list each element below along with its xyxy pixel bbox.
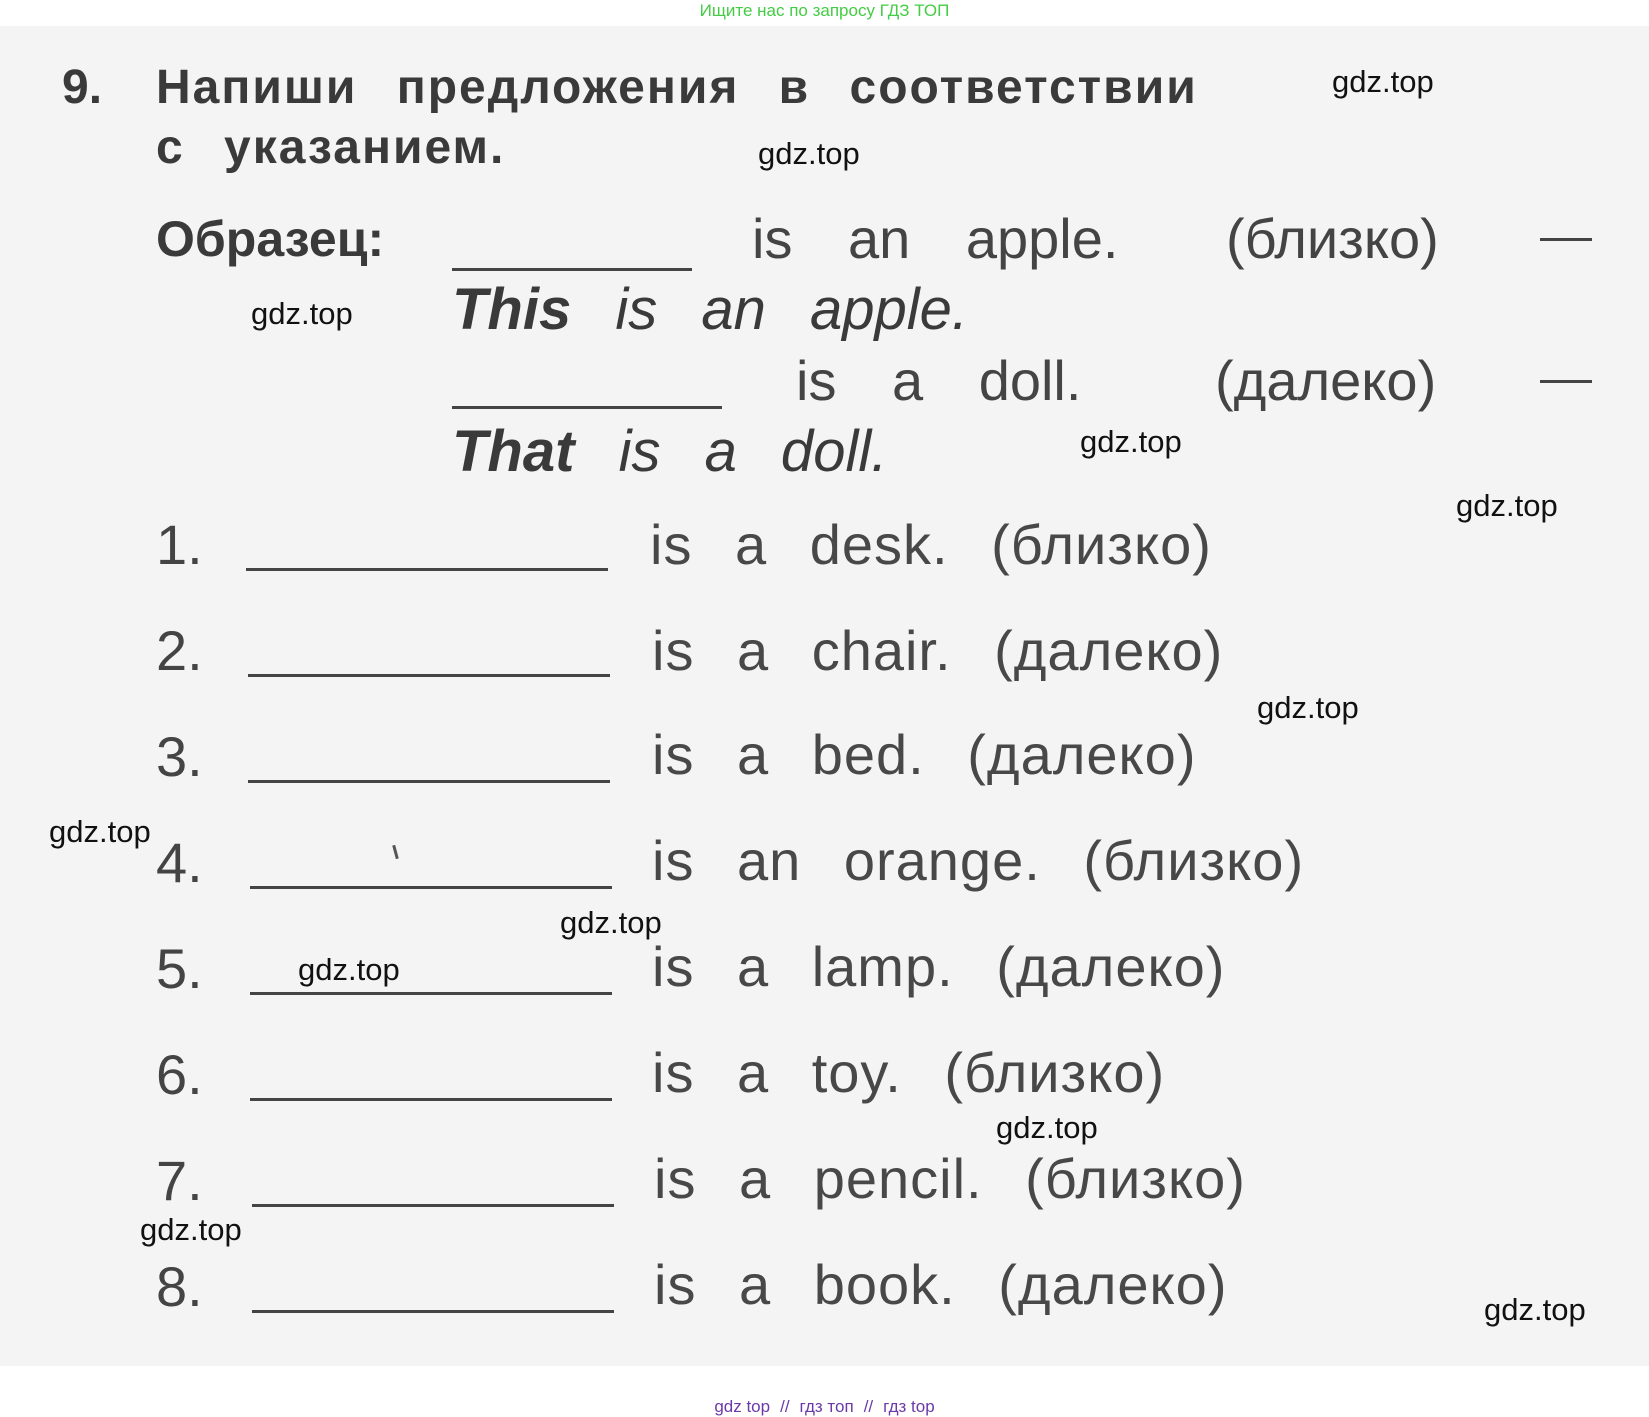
watermark: gdz.top: [758, 136, 860, 171]
watermark: gdz.top: [49, 814, 151, 849]
item-number-6: 6.: [156, 1043, 203, 1106]
item-number-2: 2.: [156, 619, 203, 682]
item-text-6: is a toy. (близко): [652, 1041, 1166, 1104]
item-text-3: is a bed. (далеко): [652, 723, 1197, 786]
sample-sentence-2: is a doll.: [796, 349, 1082, 412]
item-text-1: is a desk. (близко): [650, 513, 1212, 576]
watermark: gdz.top: [1484, 1292, 1586, 1327]
item-number-8: 8.: [156, 1255, 203, 1318]
item-text-2: is a chair. (далеко): [652, 619, 1224, 682]
item-blank-1[interactable]: [246, 568, 608, 571]
item-text-4: is an orange. (близко): [652, 829, 1305, 892]
item-number-4: 4.: [156, 831, 203, 894]
task-number: 9.: [62, 61, 103, 114]
item-blank-4[interactable]: [250, 886, 612, 889]
item-text-5: is a lamp. (далеко): [652, 935, 1226, 998]
item-blank-3[interactable]: [248, 780, 610, 783]
sample-answer-1: [452, 276, 968, 343]
sample-answer-2-bold: That: [452, 419, 575, 484]
sample-answer-1-bold: This: [452, 277, 572, 342]
item-blank-5[interactable]: [250, 992, 612, 995]
item-number-3: 3.: [156, 725, 203, 788]
bottom-banner-separator-2: //: [863, 1397, 874, 1416]
bottom-banner-separator-1: //: [780, 1397, 790, 1416]
bottom-banner-part1[interactable]: gdz top: [714, 1397, 771, 1416]
watermark: gdz.top: [996, 1110, 1098, 1145]
bottom-banner-part3[interactable]: гдз top: [883, 1397, 935, 1416]
item-text-8: is a book. (далеко): [654, 1253, 1228, 1316]
item-blank-7[interactable]: [252, 1204, 614, 1207]
item-blank-2[interactable]: [248, 674, 610, 677]
watermark: gdz.top: [1257, 690, 1359, 725]
bottom-banner[interactable]: [0, 1397, 1649, 1417]
sample-dash-2: [1540, 380, 1592, 383]
sample-answer-1-rest: is an apple.: [615, 277, 969, 342]
sample-answer-2-rest: is a doll.: [618, 419, 888, 484]
watermark: gdz.top: [1332, 64, 1434, 99]
sample-label: Образец:: [156, 211, 385, 267]
sample-sentence-1: is an apple.: [752, 207, 1119, 270]
sample-hint-1: (близко): [1226, 207, 1439, 270]
item-blank-8[interactable]: [252, 1310, 614, 1313]
bottom-banner-part2[interactable]: гдз топ: [799, 1397, 854, 1416]
watermark: gdz.top: [1456, 488, 1558, 523]
task-title-line2: с указанием.: [156, 121, 506, 174]
sample-hint-2: (далеко): [1215, 349, 1437, 412]
watermark: gdz.top: [1080, 424, 1182, 459]
item-text-7: is a pencil. (близко): [654, 1147, 1246, 1210]
sample-dash-1: [1540, 238, 1592, 241]
item-number-1: 1.: [156, 513, 203, 576]
item-number-7: 7.: [156, 1149, 203, 1212]
sample-blank-2: [452, 406, 722, 409]
item-blank-6[interactable]: [250, 1098, 612, 1101]
watermark: gdz.top: [140, 1212, 242, 1247]
watermark: gdz.top: [560, 905, 662, 940]
sample-blank-1: [452, 268, 692, 271]
watermark: gdz.top: [251, 296, 353, 331]
watermark: gdz.top: [298, 952, 400, 987]
top-banner[interactable]: Ищите нас по запросу ГДЗ ТОП: [699, 1, 950, 20]
sample-answer-2: [452, 418, 887, 485]
task-title-line1: Напиши предложения в соответствии: [156, 61, 1198, 114]
item-number-5: 5.: [156, 937, 203, 1000]
